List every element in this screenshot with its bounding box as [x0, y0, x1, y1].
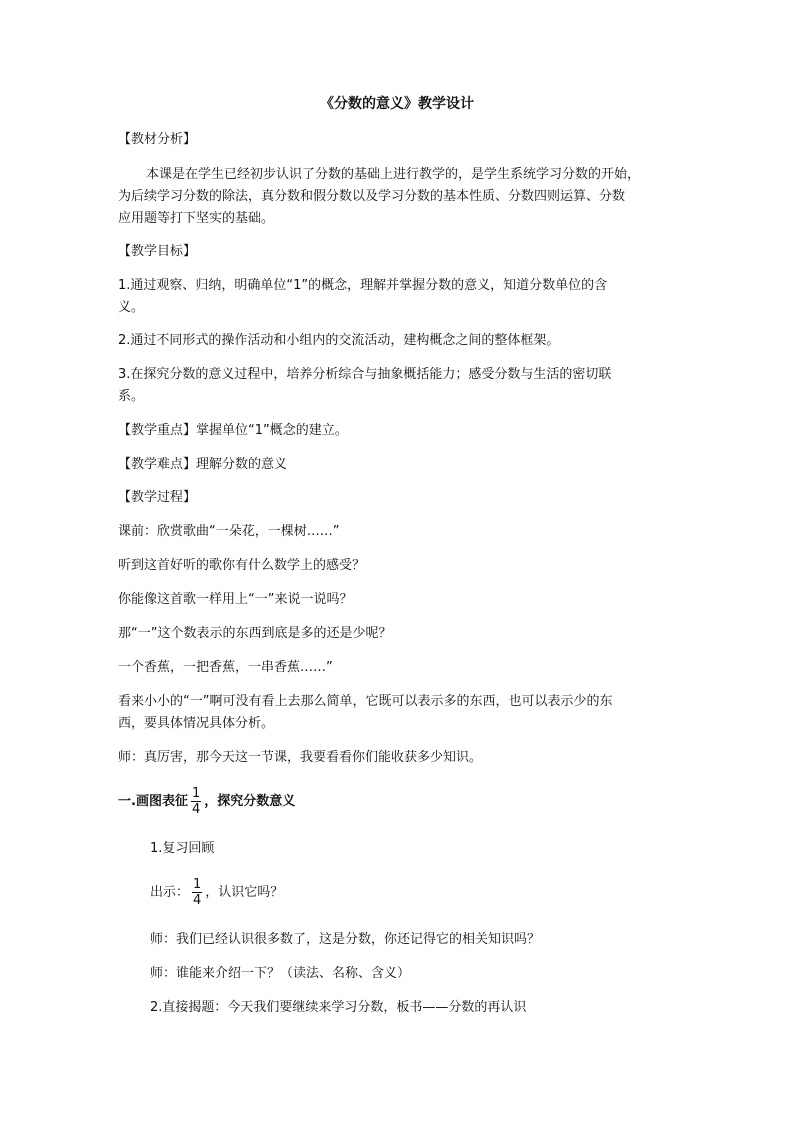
goal-item-1-cont: 义。 [118, 300, 145, 315]
process-explanation: 看来小小的“一”啊可没有看上去那么简单，它既可以表示多的东西，也可以表示少的东 [118, 694, 613, 709]
section-heading-material: 【教材分析】 [118, 132, 197, 147]
process-question-3: 那“一”这个数表示的东西到底是多的还是少呢？ [118, 626, 392, 641]
show-suffix: ，认识它吗？ [205, 885, 284, 900]
teacher-line-2: 师：谁能来介绍一下？（读法、名称、含义） [150, 966, 411, 981]
process-question-2: 你能像这首歌一样用上“一”来说一说吗？ [118, 592, 353, 607]
process-example: 一个香蕉，一把香蕉，一串香蕉……” [118, 660, 333, 675]
process-intro: 课前：欣赏歌曲“一朵花，一棵树……” [118, 524, 340, 539]
process-teacher-line: 师：真厉害，那今天这一节课，我要看看你们能收获多少知识。 [118, 750, 483, 765]
key-point: 【教学重点】掌握单位“1”概念的建立。 [118, 423, 348, 438]
paragraph-line: 为后续学习分数的除法，真分数和假分数以及学习分数的基本性质、分数四则运算、分数 [118, 189, 626, 204]
fraction-denominator: 4 [193, 893, 202, 908]
show-fraction-line [150, 876, 283, 910]
part-1-heading-suffix: ，探究分数意义 [204, 794, 296, 809]
fraction-one-quarter [192, 877, 202, 908]
fraction-denominator: 4 [191, 802, 201, 817]
part-1-heading-prefix: 一.画图表征 [118, 794, 188, 809]
goal-item-3-cont: 系。 [118, 389, 145, 404]
reveal-topic: 2.直接揭题：今天我们要继续来学习分数，板书——分数的再认识 [150, 1000, 527, 1015]
fraction-numerator: 1 [193, 877, 202, 892]
difficult-point: 【教学难点】理解分数的意义 [118, 457, 288, 472]
process-question-1: 听到这首好听的歌你有什么数学上的感受？ [118, 558, 366, 573]
teacher-line-1: 师：我们已经认识很多数了，这是分数，你还记得它的相关知识吗？ [150, 932, 541, 947]
review-item: 1.复习回顾 [150, 841, 215, 856]
fraction-numerator: 1 [191, 786, 201, 801]
process-explanation-cont: 西，要具体情况具体分析。 [118, 716, 275, 731]
paragraph-line: 应用题等打下坚实的基础。 [118, 211, 275, 226]
section-heading-goals: 【教学目标】 [118, 244, 197, 259]
paragraph-line: 本课是在学生已经初步认识了分数的基础上进行教学的，是学生系统学习分数的开始， [146, 167, 641, 182]
show-prefix: 出示： [150, 885, 190, 900]
document-title: 《分数的意义》教学设计 [320, 96, 474, 112]
section-heading-process: 【教学过程】 [118, 490, 197, 505]
goal-item-1: 1.通过观察、归纳，明确单位“1”的概念，理解并掌握分数的意义，知道分数单位的含 [118, 278, 608, 293]
goal-item-3: 3.在探究分数的意义过程中，培养分析综合与抽象概括能力；感受分数与生活的密切联 [118, 367, 612, 382]
part-1-heading [118, 785, 295, 819]
goal-item-2: 2.通过不同形式的操作活动和小组内的交流活动，建构概念之间的整体框架。 [118, 333, 560, 348]
fraction-one-quarter [191, 786, 201, 817]
